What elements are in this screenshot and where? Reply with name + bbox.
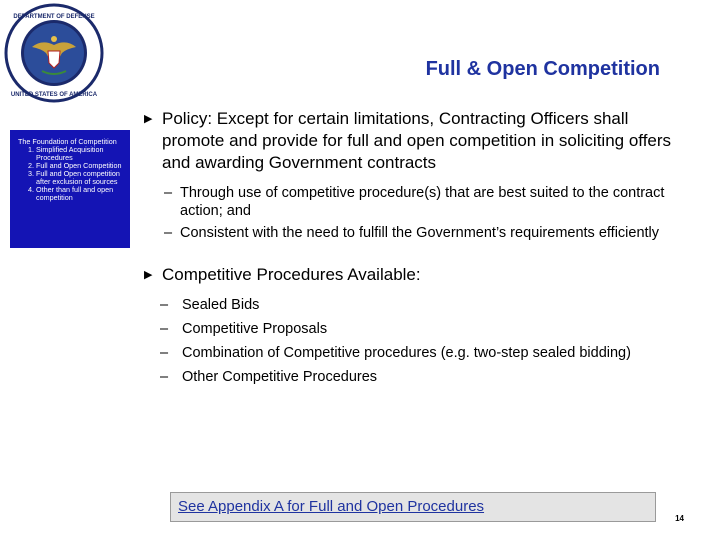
procedure-item [160,344,684,362]
svg-text:UNITED STATES OF AMERICA: UNITED STATES OF AMERICA [10,92,98,98]
policy-sub-item [164,224,684,242]
sidebox-item: 3. Full and Open competition after exclusion of sources [36,170,126,186]
svg-text:DEPARTMENT OF DEFENSE: DEPARTMENT OF DEFENSE [13,14,95,20]
policy-sub-text: Through use of competitive procedure(s) that are best suited to the contract action; and [180,185,665,219]
sidebox-item: 4. Other than full and open competition [36,186,126,202]
sidebox-list [18,146,126,202]
sidebox-item: 1. Simplified Acquisition Procedures [36,146,126,162]
policy-bullet [144,108,684,174]
slide-content [144,108,684,392]
policy-sub-item [164,184,684,220]
foundation-sidebox [10,130,130,248]
procedure-item [160,368,684,386]
procedure-text: Competitive Proposals [182,321,328,337]
triangle-bullet-icon: ▶ [144,113,153,125]
dash-bullet-icon: – [160,345,169,361]
dash-bullet-icon: – [160,321,169,337]
procedure-text: Combination of Competitive procedures (e.g. two-step sealed bidding) [182,345,631,361]
dash-bullet-icon: – [160,369,169,385]
procedures-text: Competitive Procedures Available: [162,265,421,284]
procedure-text: Other Competitive Procedures [182,369,378,385]
policy-text: Policy: Except for certain limitations, Contracting Officers shall promote and provide for full and open competition in soliciting offers and awarding Government contracts [162,109,672,172]
sidebox-item: 2. Full and Open Competition [36,162,126,170]
appendix-link[interactable]: See Appendix A for Full and Open Procedures [178,498,485,515]
policy-sub-text: Consistent with the need to fulfill the Government’s requirements efficiently [180,225,660,241]
slide-title: Full & Open Competition [425,58,660,80]
dash-bullet-icon: – [164,225,173,241]
sidebox-intro: The Foundation of Competition [18,137,117,146]
triangle-bullet-icon: ▶ [144,269,153,281]
dod-seal-logo [4,3,104,103]
dash-bullet-icon: – [164,185,173,201]
procedures-sublist [160,296,684,386]
dash-bullet-icon: – [160,297,169,313]
policy-sublist [144,184,684,242]
procedure-text: Sealed Bids [182,297,260,313]
page-number: 14 [675,514,684,523]
procedure-item [160,320,684,338]
appendix-box [170,492,656,522]
procedures-bullet [144,264,684,286]
procedure-item [160,296,684,314]
